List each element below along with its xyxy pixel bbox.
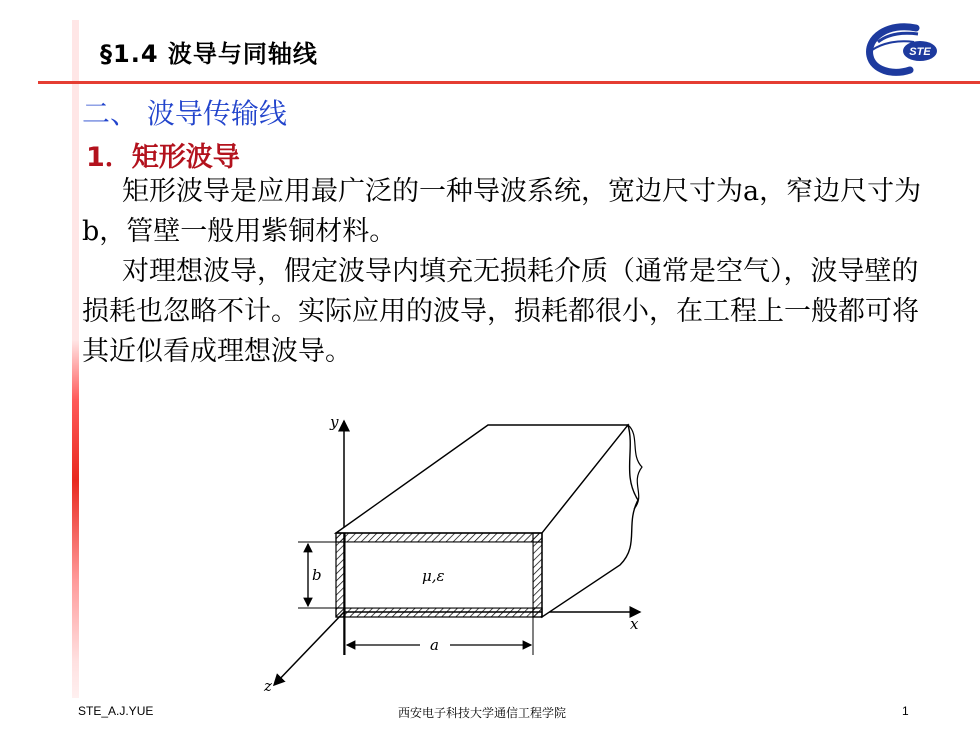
x-axis-label: x [630, 615, 639, 633]
left-accent-bar [72, 20, 79, 698]
dim-a-label: a [430, 636, 439, 654]
medium-label: μ,ε [422, 567, 445, 585]
wall-left [336, 533, 345, 617]
body-text [82, 172, 922, 372]
ste-logo [858, 20, 938, 80]
footer-author: STE_A.J.YUE [78, 704, 154, 718]
logo-text: STE [909, 46, 931, 58]
z-axis-label: z [264, 677, 272, 695]
waveguide-diagram [250, 405, 670, 695]
wall-right [533, 533, 542, 617]
footer-institution: 西安电子科技大学通信工程学院 [398, 706, 567, 720]
paragraph-1: 矩形波导是应用最广泛的一种导波系统，宽边尺寸为a，窄边尺寸为b，管壁一般用紫铜材料。 [82, 176, 922, 247]
subsection-heading: 1．矩形波导 [86, 142, 240, 173]
wall-bottom [336, 608, 542, 617]
dim-b-label: b [312, 566, 322, 584]
z-axis [274, 612, 344, 685]
page-number: 1 [902, 704, 909, 718]
title-divider [38, 81, 980, 84]
wall-top [336, 533, 542, 542]
section-heading: 二、 波导传输线 [82, 97, 287, 130]
slide-title: §1.4 波导与同轴线 [100, 40, 318, 68]
paragraph-2: 对理想波导，假定波导内填充无损耗介质（通常是空气），波导壁的损耗也忽略不计。实际应用的波导，损耗都很小，在工程上一般都可将其近似看成理想波导。 [82, 256, 919, 367]
y-axis-label: y [330, 413, 339, 431]
